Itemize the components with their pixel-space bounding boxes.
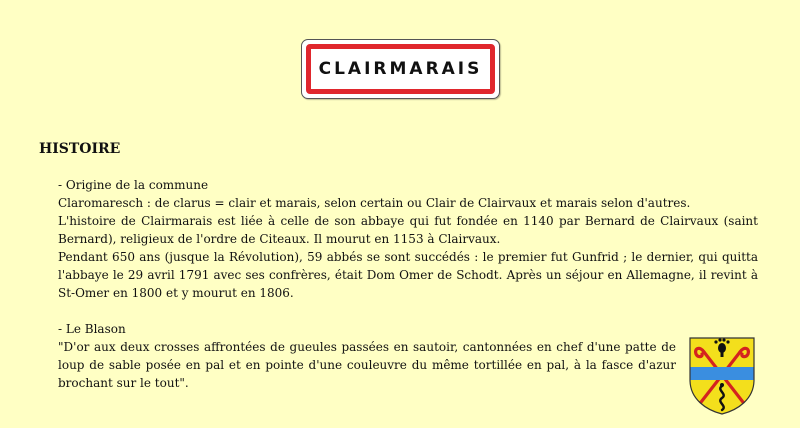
coat-of-arms-shield-icon [688,336,756,416]
town-sign [301,39,500,99]
section-heading-histoire: HISTOIRE [39,141,121,157]
shield-fess [688,367,756,380]
spacer [58,302,758,320]
blason-description: "D'or aux deux crosses affrontées de gueules passées en sautoir, cantonnées en chef d'une patte de loup de sable posée en pal et en pointe d'une couleuvre du même tortillée en pal, à la fasce d'azur brochant sur le tout". [58,340,676,390]
town-sign-border [306,44,495,94]
origine-title: - Origine de la commune [58,178,209,192]
origine-etymology: Claromaresch : de clarus = clair et marais, selon certain ou Clair de Clairvaux et marais selon d'autres. [58,196,691,210]
town-sign-text: CLAIRMARAIS [318,59,483,79]
origine-abbaye: L'histoire de Clairmarais est liée à celle de son abbaye qui fut fondée en 1140 par Bernard de Clairvaux (saint Bernard), religieux de l'ordre de Citeaux. Il mourut en 1153 à Clairvaux. [58,214,758,246]
histoire-content [58,176,758,392]
origine-abbes: Pendant 650 ans (jusque la Révolution), 59 abbés se sont succédés : le premier fut Gunfrid ; le dernier, qui quitta l'abbaye le 29 avril 1791 avec ses confrères, était Dom Omer de Schodt. Après un séjour en Allemagne, il revint à St-Omer en 1800 et y mourut en 1806. [58,250,758,300]
blason-title: - Le Blason [58,322,126,336]
